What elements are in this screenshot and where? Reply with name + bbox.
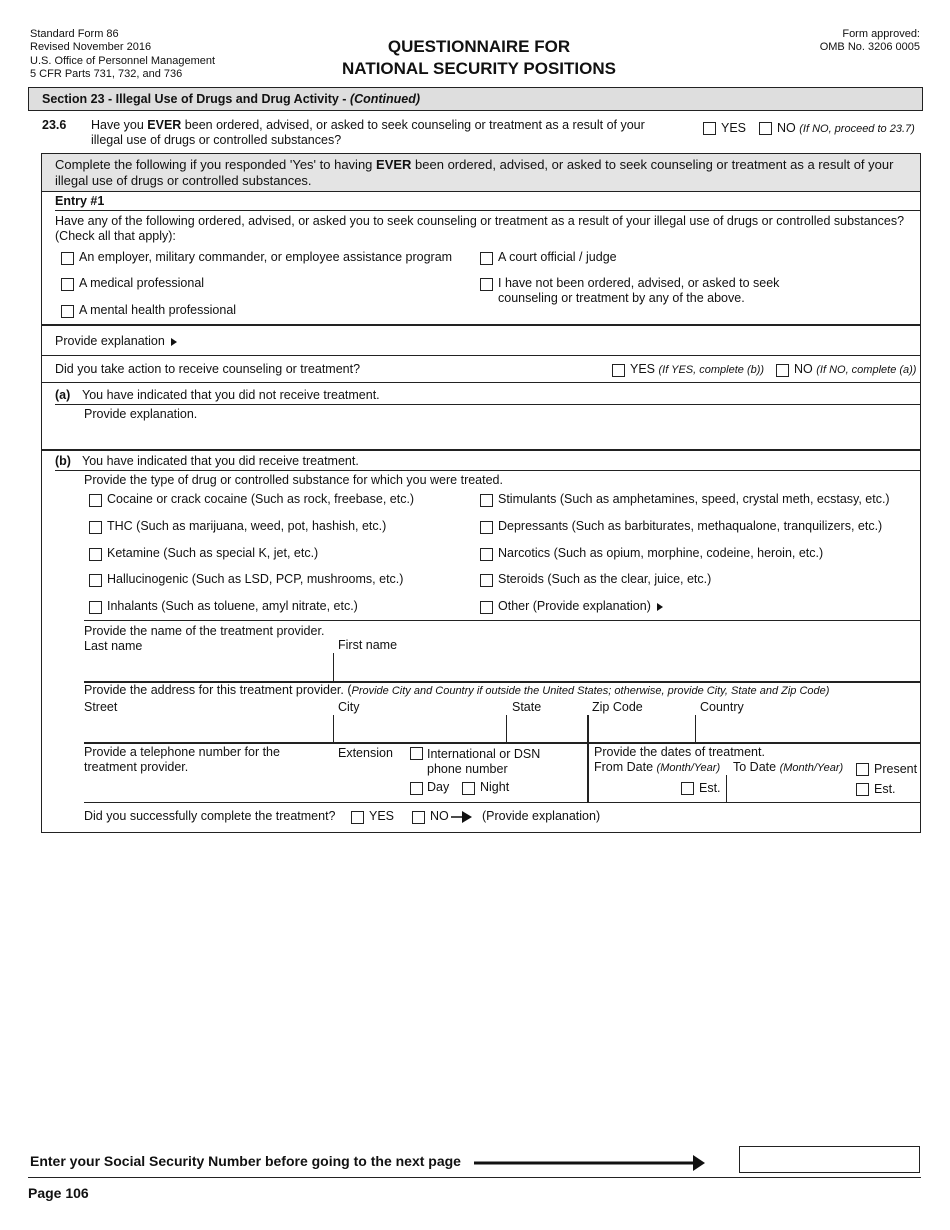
divider [28, 1177, 921, 1178]
completion-yes-label: YES [369, 809, 395, 823]
divider [333, 715, 334, 742]
entry-title: Entry #1 [55, 194, 105, 208]
arrow-right-icon [657, 603, 663, 611]
mental-health-label: A mental health professional [79, 303, 237, 317]
divider [42, 449, 921, 451]
form-approved-label: Form approved: [842, 28, 920, 40]
page-number: Page 106 [28, 1185, 89, 1201]
from-est-label: Est. [699, 781, 721, 795]
zip-input[interactable] [592, 719, 692, 741]
action-question: Did you take action to receive counseling or treatment? [55, 362, 361, 376]
day-label: Day [427, 780, 450, 794]
divider [42, 324, 921, 326]
divider [55, 404, 921, 405]
divider [84, 620, 921, 621]
completion-note: (Provide explanation) [482, 809, 601, 823]
question-number: 23.6 [42, 118, 67, 132]
divider [695, 715, 696, 742]
state-input[interactable] [511, 719, 585, 741]
narcotics-label: Narcotics (Such as opium, morphine, codeine, heroin, etc.) [498, 546, 824, 560]
part-a-marker: (a) [55, 388, 71, 402]
to-est-checkbox[interactable] [856, 783, 869, 796]
completion-yes-checkbox[interactable] [351, 811, 364, 824]
stimulants-checkbox[interactable] [480, 494, 493, 507]
part-b-text: You have indicated that you did receive treatment. [82, 454, 359, 468]
street-label: Street [84, 700, 118, 714]
divider [55, 210, 921, 211]
drug-type-prompt: Provide the type of drug or controlled substance for which you were treated. [84, 473, 503, 487]
arrow-right-icon [451, 810, 473, 824]
page-title [0, 36, 950, 80]
who-question: Have any of the following ordered, advised, or asked you to seek counseling or treatment as a result of your illegal use of drugs or controlled substances? (Check all that apply): [55, 214, 905, 243]
international-dsn-label: International or DSN phone number [427, 747, 541, 776]
phone-prompt: Provide a telephone number for the treatment provider. [84, 745, 280, 774]
divider [84, 802, 921, 803]
divider [506, 715, 507, 742]
cocaine-checkbox[interactable] [89, 494, 102, 507]
depressants-checkbox[interactable] [480, 521, 493, 534]
hallucinogenic-checkbox[interactable] [89, 574, 102, 587]
divider [333, 653, 334, 681]
title-line-1: QUESTIONNAIRE FOR [387, 37, 571, 56]
not-ordered-checkbox[interactable] [480, 278, 493, 291]
from-date-label: From Date (Month/Year) [594, 760, 721, 774]
cocaine-label: Cocaine or crack cocaine (Such as rock, freebase, etc.) [107, 492, 415, 506]
court-official-checkbox[interactable] [480, 252, 493, 265]
city-label: City [338, 700, 360, 714]
action-yes-checkbox[interactable] [612, 364, 625, 377]
q236-yes-checkbox[interactable] [703, 122, 716, 135]
part-a-text: You have indicated that you did not receive treatment. [82, 388, 380, 402]
employer-label: An employer, military commander, or employee assistance program [79, 250, 453, 264]
part-a-explanation-field[interactable] [84, 424, 914, 448]
q236-no-checkbox[interactable] [759, 122, 772, 135]
divider [587, 715, 589, 742]
steroids-label: Steroids (Such as the clear, juice, etc.) [498, 572, 712, 586]
ssn-input[interactable] [739, 1146, 920, 1173]
to-est-label: Est. [874, 782, 896, 796]
divider [726, 775, 727, 802]
to-date-label: To Date (Month/Year) [733, 760, 844, 774]
thc-checkbox[interactable] [89, 521, 102, 534]
employer-checkbox[interactable] [61, 252, 74, 265]
last-name-input[interactable] [86, 658, 330, 680]
inhalants-label: Inhalants (Such as toluene, amyl nitrate, etc.) [107, 599, 358, 613]
part-a-explanation-label: Provide explanation. [84, 407, 198, 421]
q236-yes-label: YES [721, 121, 747, 135]
zip-label: Zip Code [592, 700, 643, 714]
present-checkbox[interactable] [856, 763, 869, 776]
country-input[interactable] [700, 719, 918, 741]
arrow-right-icon [474, 1154, 706, 1172]
divider [55, 470, 921, 471]
first-name-input[interactable] [338, 658, 917, 680]
divider [42, 191, 921, 192]
present-label: Present [874, 762, 918, 776]
from-est-checkbox[interactable] [681, 782, 694, 795]
section-header [28, 87, 923, 111]
country-label: Country [700, 700, 744, 714]
action-no-checkbox[interactable] [776, 364, 789, 377]
narcotics-checkbox[interactable] [480, 548, 493, 561]
ketamine-label: Ketamine (Such as special K, jet, etc.) [107, 546, 319, 560]
part-b-marker: (b) [55, 454, 71, 468]
not-ordered-label: I have not been ordered, advised, or asked to seek counseling or treatment by any of the above. [498, 276, 780, 305]
title-line-2: NATIONAL SECURITY POSITIONS [342, 59, 616, 78]
street-input[interactable] [86, 719, 330, 741]
instructions-band [42, 154, 920, 191]
omb-approval [820, 28, 920, 55]
dates-prompt: Provide the dates of treatment. [594, 745, 765, 759]
divider [42, 355, 921, 356]
question-text: Have you EVER been ordered, advised, or asked to seek counseling or treatment as a result of your illegal use of drugs or controlled substances? [91, 118, 645, 147]
city-input[interactable] [338, 719, 502, 741]
stimulants-label: Stimulants (Such as amphetamines, speed, crystal meth, ecstasy, etc.) [498, 492, 890, 506]
arrow-right-icon [171, 338, 177, 346]
revision-date: Revised November 2016 [30, 41, 152, 54]
divider [84, 742, 921, 744]
address-prompt: Provide the address for this treatment provider. (Provide City and Country if outside the United States; otherwise, provide City, State and Zip Code) [84, 683, 830, 697]
omb-number: OMB No. 3206 0005 [819, 41, 920, 54]
inhalants-checkbox[interactable] [89, 601, 102, 614]
steroids-checkbox[interactable] [480, 574, 493, 587]
first-name-label: First name [338, 638, 398, 652]
medical-professional-label: A medical professional [79, 276, 205, 290]
thc-label: THC (Such as marijuana, weed, pot, hashish, etc.) [107, 519, 387, 533]
last-name-label: Last name [84, 639, 143, 653]
cfr-reference: 5 CFR Parts 731, 732, and 736 [30, 67, 183, 80]
ketamine-checkbox[interactable] [89, 548, 102, 561]
completion-no-label: NO [430, 809, 449, 823]
night-label: Night [480, 780, 510, 794]
provider-name-prompt: Provide the name of the treatment provider. [84, 624, 325, 638]
completion-question: Did you successfully complete the treatment? [84, 809, 336, 823]
instructions-text: Complete the following if you responded 'Yes' to having EVER been ordered, advised, or asked to seek counseling or treatment as a result of your illegal use of drugs or controlled substances. [55, 157, 894, 188]
agency-name: U.S. Office of Personnel Management [30, 54, 216, 67]
hallucinogenic-label: Hallucinogenic (Such as LSD, PCP, mushrooms, etc.) [107, 572, 404, 586]
day-checkbox[interactable] [410, 782, 423, 795]
extension-label: Extension [338, 746, 393, 760]
action-no-label: NO (If NO, complete (a)) [794, 362, 917, 376]
divider [587, 743, 589, 802]
mental-health-checkbox[interactable] [61, 305, 74, 318]
medical-professional-checkbox[interactable] [61, 278, 74, 291]
state-label: State [512, 700, 542, 714]
completion-no-checkbox[interactable] [412, 811, 425, 824]
form-number: Standard Form 86 [30, 28, 119, 40]
divider [42, 382, 921, 383]
from-date-input[interactable] [594, 780, 680, 800]
action-yes-label: YES (If YES, complete (b)) [630, 362, 765, 376]
other-drug-label[interactable]: Other (Provide explanation) [498, 599, 663, 613]
provide-explanation-prompt[interactable]: Provide explanation [55, 334, 177, 348]
to-date-input[interactable] [732, 780, 854, 800]
ssn-prompt: Enter your Social Security Number before going to the next page [30, 1153, 461, 1169]
night-checkbox[interactable] [462, 782, 475, 795]
other-drug-checkbox[interactable] [480, 601, 493, 614]
depressants-label: Depressants (Such as barbiturates, methaqualone, tranquilizers, etc.) [498, 519, 883, 533]
international-dsn-checkbox[interactable] [410, 747, 423, 760]
section-title: Section 23 - Illegal Use of Drugs and Drug Activity - (Continued) [42, 92, 421, 106]
q236-no-label: NO (If NO, proceed to 23.7) [777, 121, 915, 135]
court-official-label: A court official / judge [498, 250, 617, 264]
